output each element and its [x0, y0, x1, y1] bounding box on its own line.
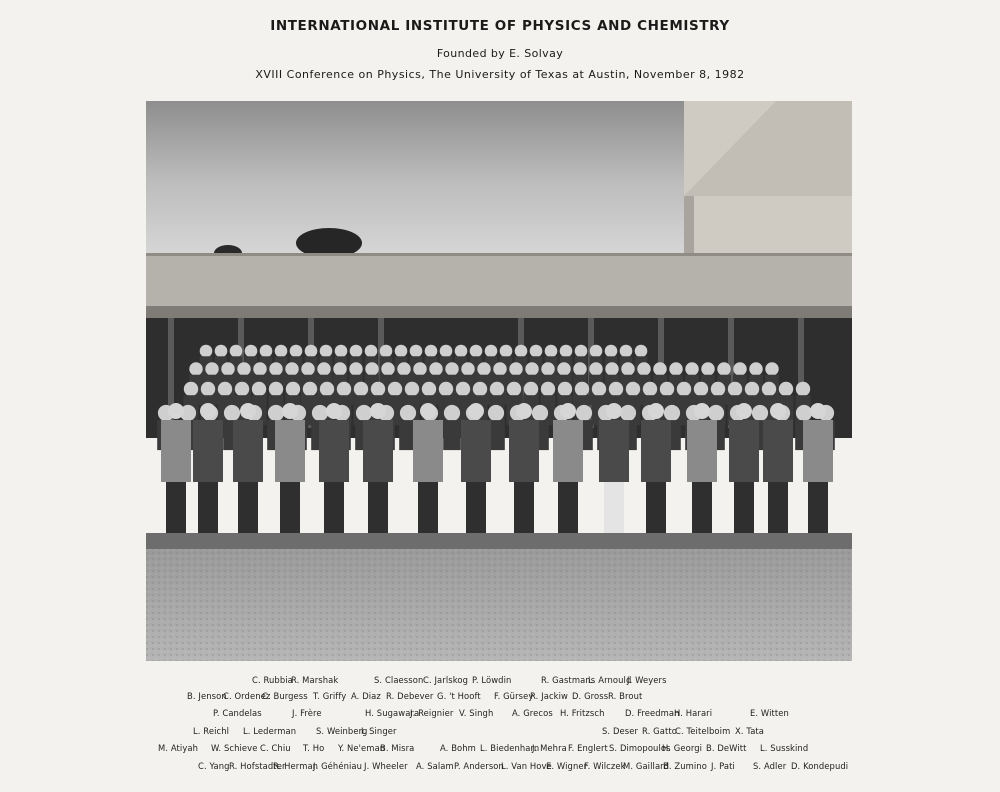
person-head: [285, 362, 298, 375]
person-head: [253, 362, 266, 375]
person-head: [810, 403, 826, 419]
caption-name: I. Singer: [361, 726, 397, 736]
caption-name: L. Susskind: [760, 743, 809, 753]
caption-name: R. Jackiw: [530, 691, 568, 701]
person-head: [237, 362, 250, 375]
person-head: [356, 405, 372, 421]
person-head: [400, 405, 416, 421]
caption-name: H. Georgi: [662, 743, 703, 753]
person-jacket: [729, 420, 759, 482]
person-head: [605, 345, 618, 358]
person-head: [420, 403, 436, 419]
person-head: [269, 362, 282, 375]
person-head: [473, 382, 487, 396]
person-head: [493, 362, 506, 375]
person-head: [224, 405, 240, 421]
person-jacket: [763, 420, 793, 482]
person-head: [395, 345, 408, 358]
person-head: [717, 362, 730, 375]
caption-name: W. Schieve: [211, 743, 258, 753]
person-head: [269, 382, 283, 396]
person-head: [575, 345, 588, 358]
person-head: [779, 382, 793, 396]
caption-name: F. Englert: [568, 743, 608, 753]
person-head: [606, 403, 622, 419]
person-head: [573, 362, 586, 375]
caption-name: C. Teitelboim: [675, 726, 731, 736]
person-body: [443, 420, 461, 450]
person-head: [218, 382, 232, 396]
person-head: [592, 382, 606, 396]
person-head: [749, 362, 762, 375]
caption-name: M. Gaillard: [623, 761, 669, 771]
person-head: [653, 362, 666, 375]
person-head: [365, 345, 378, 358]
person-head: [635, 345, 648, 358]
caption-name: J. Mehra: [532, 743, 567, 753]
person-head: [509, 362, 522, 375]
caption-name: R. Marshak: [291, 675, 339, 685]
caption-name: J. Pati: [711, 761, 735, 771]
caption-name: S. Deser: [602, 726, 639, 736]
person-head: [500, 345, 513, 358]
person-head: [320, 345, 333, 358]
person-head: [733, 362, 746, 375]
caption-name: A. Grecos: [512, 708, 553, 718]
person-jacket: [553, 420, 583, 482]
person-head: [168, 403, 184, 419]
caption-name: C. Yang: [198, 761, 230, 771]
person-head: [201, 382, 215, 396]
person-head: [660, 382, 674, 396]
person-head: [456, 382, 470, 396]
person-head: [609, 382, 623, 396]
person-head: [440, 345, 453, 358]
caption-name: D. Kondepudi: [791, 761, 849, 771]
person-head: [439, 382, 453, 396]
person-head: [560, 403, 576, 419]
person-head: [410, 345, 423, 358]
person-head: [664, 405, 680, 421]
person-head: [545, 345, 558, 358]
person-head: [349, 362, 362, 375]
person-head: [558, 382, 572, 396]
caption-name: C. Rubbia: [252, 675, 293, 685]
person-head: [405, 382, 419, 396]
caption-name: C. Chiu: [260, 743, 291, 753]
person-head: [303, 382, 317, 396]
caption-name: F. Wilczek: [584, 761, 626, 771]
person-jacket: [803, 420, 833, 482]
person-head: [711, 382, 725, 396]
person-jacket: [161, 420, 191, 482]
caption-name: H. Harari: [674, 708, 713, 718]
person-head: [532, 405, 548, 421]
caption-name: Y. Ne'eman: [338, 743, 386, 753]
caption-name: J. Reignier: [410, 708, 454, 718]
founder-subtitle: Founded by E. Solvay: [436, 47, 564, 60]
person-jacket: [509, 420, 539, 482]
person-head: [282, 403, 298, 419]
caption-name: D. Gross: [572, 691, 609, 701]
caption-name: P. Candelas: [213, 708, 262, 718]
caption-name: R. Debever: [386, 691, 434, 701]
caption-name: G. 't Hooft: [437, 691, 481, 701]
person-head: [268, 405, 284, 421]
person-head: [286, 382, 300, 396]
crowd: [157, 345, 835, 549]
person-head: [708, 405, 724, 421]
person-head: [541, 362, 554, 375]
person-head: [240, 403, 256, 419]
person-head: [507, 382, 521, 396]
caption-name: D. Freedman: [625, 708, 680, 718]
person-head: [752, 405, 768, 421]
person-jacket: [641, 420, 671, 482]
person-head: [605, 362, 618, 375]
person-head: [205, 362, 218, 375]
caption-name: H. Sugawara: [365, 708, 420, 718]
person-head: [765, 362, 778, 375]
person-head: [485, 345, 498, 358]
person-head: [590, 345, 603, 358]
person-head: [557, 362, 570, 375]
caption-name: F. Gürsey: [494, 691, 534, 701]
person-head: [626, 382, 640, 396]
person-head: [541, 382, 555, 396]
person-head: [530, 345, 543, 358]
person-jacket: [193, 420, 223, 482]
person-head: [301, 362, 314, 375]
caption-name: H. Fritzsch: [560, 708, 605, 718]
person-head: [397, 362, 410, 375]
caption-name: V. Singh: [459, 708, 494, 718]
person-head: [381, 362, 394, 375]
person-head: [326, 403, 342, 419]
person-head: [736, 403, 752, 419]
person-head: [290, 345, 303, 358]
person-head: [455, 345, 468, 358]
person-jacket: [233, 420, 263, 482]
person-head: [252, 382, 266, 396]
person-head: [694, 403, 710, 419]
person-head: [215, 345, 228, 358]
person-head: [560, 345, 573, 358]
caption-name: P. Löwdin: [472, 675, 512, 685]
building-canopy: [146, 253, 852, 311]
person-head: [184, 382, 198, 396]
person-head: [312, 405, 328, 421]
caption-name: R. Brout: [608, 691, 643, 701]
caption-name: T. Ho: [303, 743, 325, 753]
person-head: [445, 362, 458, 375]
person-head: [275, 345, 288, 358]
person-head: [477, 362, 490, 375]
person-head: [335, 345, 348, 358]
person-head: [388, 382, 402, 396]
caption-name: J. Weyers: [627, 675, 667, 685]
person-head: [245, 345, 258, 358]
person-head: [200, 403, 216, 419]
person-head: [575, 382, 589, 396]
person-head: [621, 362, 634, 375]
person-head: [470, 345, 483, 358]
person-head: [701, 362, 714, 375]
person-head: [317, 362, 330, 375]
caption-name: R. Gastmans: [541, 675, 596, 685]
person-head: [354, 382, 368, 396]
caption-name: B. Jenson: [187, 691, 227, 701]
person-head: [429, 362, 442, 375]
person-head: [796, 382, 810, 396]
caption-name: L. Arnould: [588, 675, 632, 685]
person-head: [230, 345, 243, 358]
person-jacket: [319, 420, 349, 482]
caption-name: M. Atiyah: [158, 743, 199, 753]
person-head: [371, 382, 385, 396]
person-head: [745, 382, 759, 396]
person-jacket: [461, 420, 491, 482]
caption-name: L. Van Hove: [501, 761, 552, 771]
person-head: [488, 405, 504, 421]
person-head: [576, 405, 592, 421]
caption-name: S. Adler: [753, 761, 787, 771]
caption-name: E. Wigner: [546, 761, 588, 771]
person-head: [620, 345, 633, 358]
person-head: [762, 382, 776, 396]
caption-name: C. Ordenez: [223, 691, 271, 701]
caption-name: R. Hofstadter: [229, 761, 286, 771]
person-head: [770, 403, 786, 419]
caption-name: A. Bohm: [440, 743, 476, 753]
person-head: [461, 362, 474, 375]
caption-name: L. Biedenharn: [480, 743, 540, 753]
caption-name: B. DeWitt: [706, 743, 747, 753]
person-head: [200, 345, 213, 358]
person-jacket: [275, 420, 305, 482]
person-head: [637, 362, 650, 375]
person-head: [350, 345, 363, 358]
caption-name: A. Salam: [416, 761, 454, 771]
person-head: [468, 403, 484, 419]
person-jacket: [413, 420, 443, 482]
caption-name: S. Dimopoulos: [609, 743, 671, 753]
caption-name: T. Griffy: [313, 691, 347, 701]
person-head: [305, 345, 318, 358]
person-head: [380, 345, 393, 358]
caption-name: R. Gatto: [642, 726, 677, 736]
caption-name: P. Anderson: [454, 761, 504, 771]
person-head: [669, 362, 682, 375]
person-head: [337, 382, 351, 396]
person-head: [685, 362, 698, 375]
person-head: [643, 382, 657, 396]
caption-name: J. Wheeler: [364, 761, 408, 771]
caption-name: C. Jarlskog: [423, 675, 468, 685]
person-head: [515, 345, 528, 358]
caption-name: J. Géhéniau: [313, 761, 363, 771]
person-jacket: [599, 420, 629, 482]
person-head: [677, 382, 691, 396]
person-head: [525, 362, 538, 375]
person-head: [728, 382, 742, 396]
person-head: [320, 382, 334, 396]
steps: [146, 533, 852, 551]
person-head: [235, 382, 249, 396]
person-head: [333, 362, 346, 375]
caption-name: L. Lederman: [243, 726, 297, 736]
person-head: [425, 345, 438, 358]
caption-name: X. Tata: [735, 726, 765, 736]
caption-name: C. Burgess: [262, 691, 308, 701]
person-head: [516, 403, 532, 419]
person-jacket: [687, 420, 717, 482]
person-head: [648, 403, 664, 419]
person-head: [413, 362, 426, 375]
person-head: [490, 382, 504, 396]
caption-name: L. Reichl: [193, 726, 230, 736]
group-photo: [146, 101, 852, 661]
person-head: [189, 362, 202, 375]
caption-name: A. Diaz: [351, 691, 381, 701]
conference-line: XVIII Conference on Physics, The University of Texas at Austin, November 8, 1982: [255, 68, 745, 81]
person-head: [796, 405, 812, 421]
caption-name: J. Frère: [292, 708, 322, 718]
caption-name: E. Witten: [750, 708, 789, 718]
person-head: [260, 345, 273, 358]
person-head: [589, 362, 602, 375]
page-title: INTERNATIONAL INSTITUTE OF PHYSICS AND CHEMISTRY: [270, 18, 730, 34]
person-head: [422, 382, 436, 396]
person-jacket: [363, 420, 393, 482]
person-head: [694, 382, 708, 396]
person-head: [524, 382, 538, 396]
caption-name: R. Herman: [273, 761, 319, 771]
person-head: [620, 405, 636, 421]
caption-name: B. Zumino: [663, 761, 707, 771]
caption-name: B. Misra: [380, 743, 415, 753]
person-head: [444, 405, 460, 421]
caption-name: S. Weinberg: [316, 726, 368, 736]
person-head: [221, 362, 234, 375]
person-head: [370, 403, 386, 419]
caption-name: S. Claesson: [374, 675, 424, 685]
person-head: [365, 362, 378, 375]
